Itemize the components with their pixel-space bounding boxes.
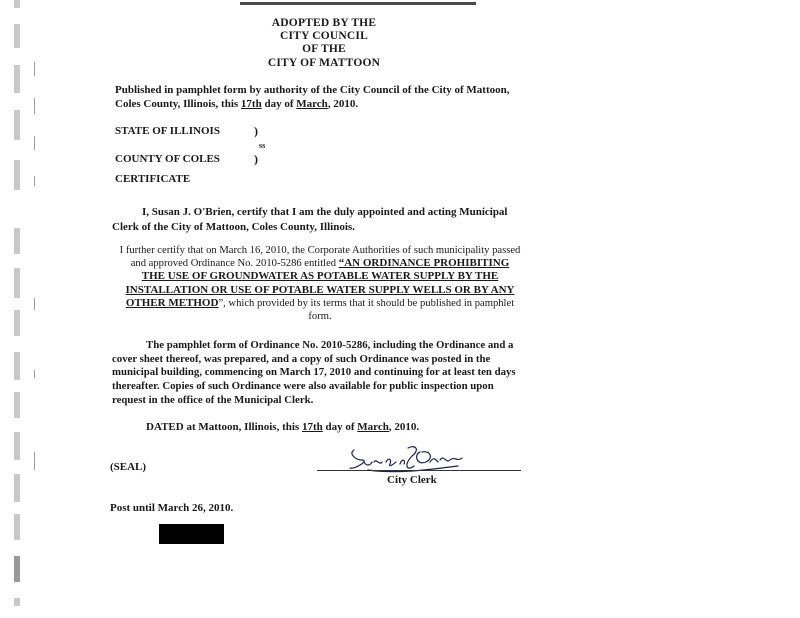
header-line-2: CITY COUNCIL: [280, 30, 368, 42]
state-label: STATE OF ILLINOIS: [115, 125, 220, 137]
ordinance-outro: ”, which provided by its terms that it should be published in pamphlet form.: [218, 297, 515, 323]
dated-text: DATED at Mattoon, Illinois, this: [146, 421, 302, 433]
dated-month: March: [357, 421, 389, 433]
signature-line: [317, 470, 521, 471]
published-line-2: Coles County, Illinois, this: [115, 97, 241, 110]
dated-day: 17th: [301, 421, 323, 433]
cut-off-header-line: [240, 0, 476, 5]
ordinance-paragraph: [118, 244, 522, 323]
city-clerk-label: City Clerk: [387, 474, 437, 486]
ordinance-title: “AN ORDINANCE PROHIBITING THE USE OF GROUNDWATER AS POTABLE WATER SUPPLY BY THE INSTALLATION OR USE OF POTABLE WATER SUPPLY WELLS OR BY ANY OTHER METHOD: [125, 257, 515, 309]
header-line-1: ADOPTED BY THE: [271, 17, 377, 29]
redaction-box: [159, 524, 224, 544]
seal-label: (SEAL): [110, 461, 147, 473]
published-day: 17th: [240, 97, 262, 110]
venue-paren-top: ): [254, 124, 258, 138]
header-line-3: OF THE: [302, 43, 346, 55]
ss-label: ss: [259, 141, 266, 150]
certify-paragraph: [112, 205, 522, 234]
dated-line: [146, 421, 419, 433]
published-month: March: [296, 97, 328, 110]
post-until-note: Post until March 26, 2010.: [110, 502, 234, 514]
published-text: day of: [261, 97, 297, 110]
certificate-heading: CERTIFICATE: [115, 173, 191, 185]
dated-text-2: day of: [322, 421, 358, 433]
published-year: , 2010.: [327, 97, 359, 110]
published-line-1: Published in pamphlet form by authority of the City Council of the City of Mattoon,: [115, 84, 510, 96]
pamphlet-paragraph: [112, 339, 522, 408]
published-statement: [115, 84, 535, 111]
pamphlet-text: The pamphlet form of Ordinance No. 2010-5286, including the Ordinance and a cover sheet thereof, was prepared, and a copy of such Ordinance was posted in the municipal building, commencing on March 17, 2010 and continuing for at least ten days thereafter. Copies of such Ordinance were also available for public inspection upon request in the office of the Municipal Clerk.: [112, 339, 516, 406]
dated-year: , 2010.: [388, 421, 420, 433]
certify-text: I, Susan J. O'Brien, certify that I am the duly appointed and acting Municipal Clerk of the City of Mattoon, Coles County, Illinois.: [112, 206, 508, 233]
ordinance-intro: I further certify that on March 16, 2010, the Corporate Authorities of such municipality passed and approved Ordinance No. 2010-5286 entitled: [119, 245, 521, 270]
county-label: COUNTY OF COLES: [115, 153, 220, 165]
header-line-4: CITY OF MATTOON: [267, 57, 381, 69]
venue-paren-bottom: ): [254, 152, 258, 166]
